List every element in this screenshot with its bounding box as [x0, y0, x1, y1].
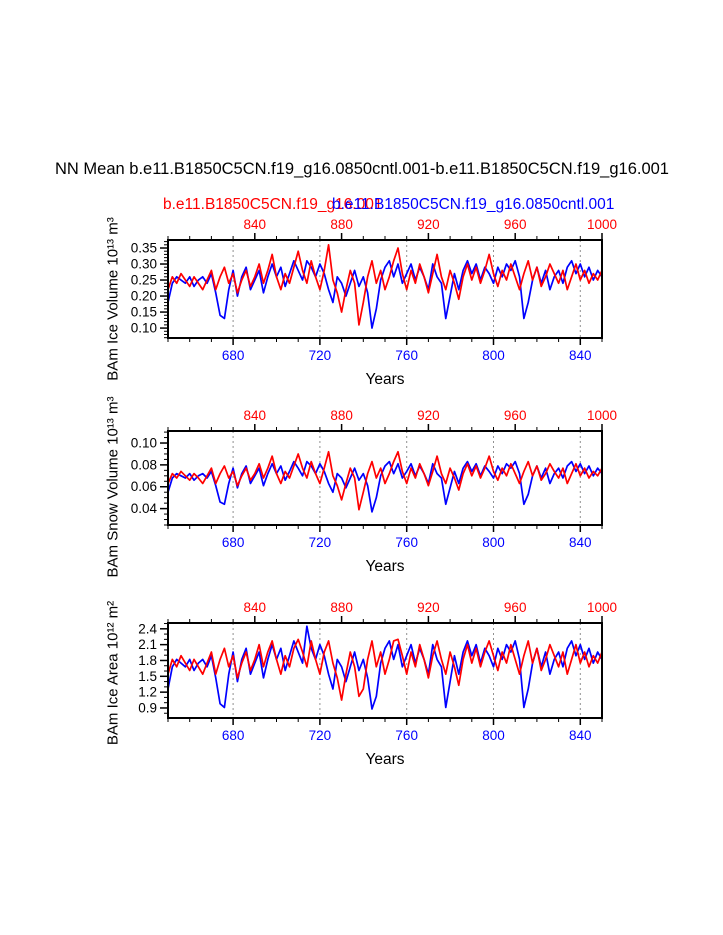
svg-text:840: 840: [569, 535, 592, 550]
tick-labels: [131, 217, 617, 363]
legend-label-blue: b.e11.B1850C5CN.f19_g16.0850cntl.001: [332, 196, 615, 213]
panel1-xlabel: Years: [365, 371, 405, 388]
svg-text:960: 960: [503, 217, 527, 232]
svg-text:1.5: 1.5: [138, 668, 157, 684]
axis-ticks: [160, 616, 602, 725]
svg-text:920: 920: [417, 217, 440, 232]
svg-text:0.25: 0.25: [130, 272, 157, 288]
figure-title: NN Mean b.e11.B1850C5CN.f19_g16.0850cntl.001-b.e11.B1850C5CN.f19_g16.001: [55, 160, 669, 178]
svg-text:760: 760: [395, 728, 418, 743]
svg-text:1.2: 1.2: [138, 684, 157, 700]
svg-text:680: 680: [221, 348, 245, 363]
svg-text:840: 840: [569, 348, 592, 363]
panel3-xlabel: Years: [365, 751, 405, 768]
svg-text:1000: 1000: [586, 600, 618, 615]
svg-text:840: 840: [569, 728, 592, 743]
svg-text:760: 760: [395, 348, 418, 363]
panel2-ylabel-text: BAm Snow Volume 10¹³ m³: [104, 396, 122, 578]
svg-text:880: 880: [330, 600, 353, 615]
panel3-ylabel-text: BAm Ice Area 10¹² m²: [104, 600, 122, 746]
panel-ice-area: [138, 600, 617, 743]
tick-labels: [131, 408, 617, 550]
axis-ticks: [160, 233, 602, 345]
panel2-xlabel: Years: [365, 558, 405, 575]
svg-text:840: 840: [243, 600, 267, 615]
svg-text:0.04: 0.04: [130, 501, 157, 517]
svg-text:0.20: 0.20: [130, 288, 157, 304]
svg-text:2.4: 2.4: [138, 621, 157, 637]
svg-text:0.15: 0.15: [130, 304, 157, 320]
svg-text:1000: 1000: [586, 217, 618, 232]
panel1-ylabel-text: BAm Ice Volume 10¹³ m³: [104, 217, 122, 381]
svg-text:0.08: 0.08: [130, 457, 157, 473]
svg-text:960: 960: [503, 600, 527, 615]
svg-text:880: 880: [330, 408, 353, 423]
svg-text:760: 760: [395, 535, 418, 550]
panel-ice-volume: [131, 217, 617, 363]
svg-text:840: 840: [243, 217, 267, 232]
legend-label-red: b.e11.B1850C5CN.f19_g16.001: [163, 196, 383, 213]
svg-text:2.1: 2.1: [138, 637, 157, 653]
svg-text:0.10: 0.10: [130, 320, 157, 336]
svg-text:800: 800: [482, 348, 505, 363]
svg-text:0.30: 0.30: [130, 256, 157, 272]
svg-text:720: 720: [308, 535, 332, 550]
panel-snow-volume: [131, 408, 617, 550]
svg-text:0.10: 0.10: [130, 435, 157, 451]
svg-text:920: 920: [417, 600, 440, 615]
svg-text:680: 680: [221, 535, 245, 550]
svg-text:840: 840: [243, 408, 267, 423]
svg-text:880: 880: [330, 217, 353, 232]
svg-text:1.8: 1.8: [138, 652, 157, 668]
tick-labels: [138, 600, 617, 743]
svg-text:800: 800: [482, 728, 505, 743]
svg-text:1000: 1000: [586, 408, 618, 423]
svg-text:720: 720: [308, 728, 332, 743]
svg-text:960: 960: [503, 408, 527, 423]
svg-text:0.35: 0.35: [130, 240, 157, 256]
svg-text:0.06: 0.06: [130, 479, 157, 495]
svg-text:680: 680: [221, 728, 245, 743]
svg-text:0.9: 0.9: [138, 700, 157, 716]
svg-text:720: 720: [308, 348, 332, 363]
svg-text:920: 920: [417, 408, 440, 423]
svg-text:800: 800: [482, 535, 505, 550]
